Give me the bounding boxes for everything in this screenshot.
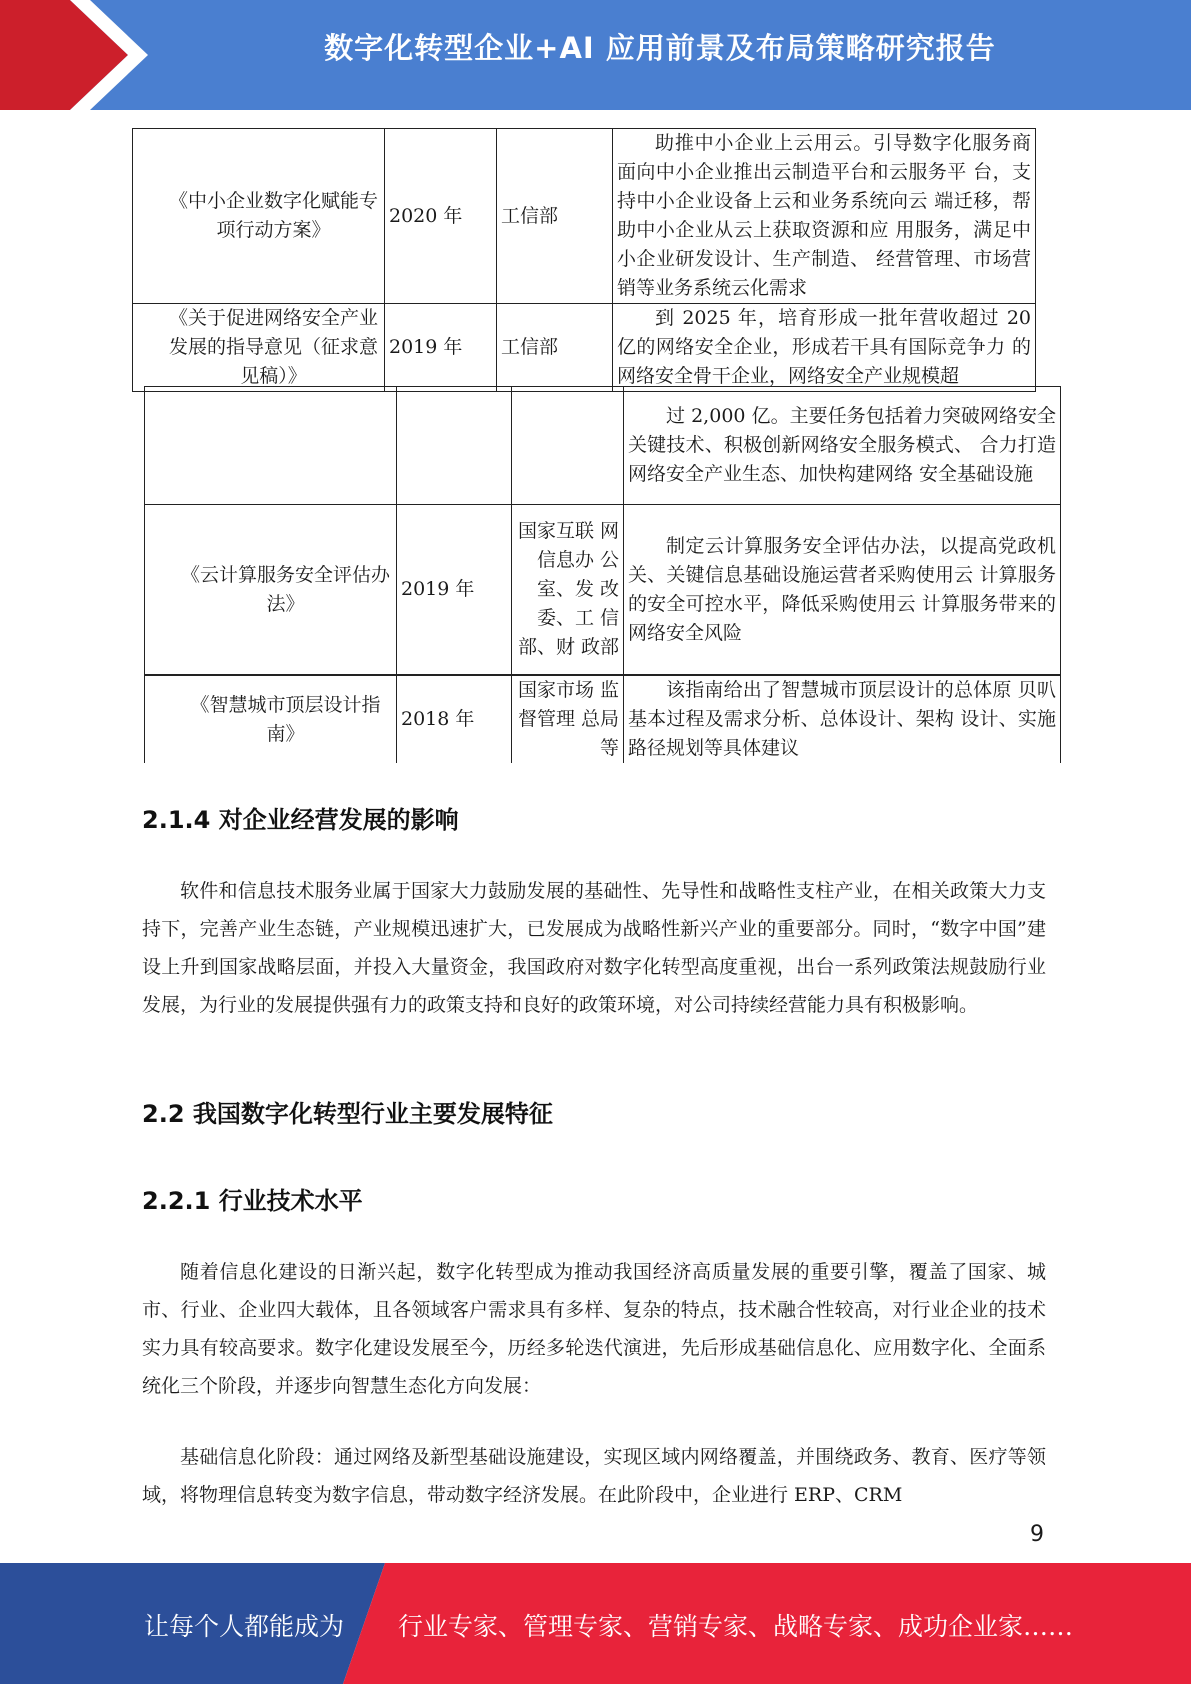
policy-content: 过 2,000 亿。主要任务包括着力突破网络安全关键技术、积极创新网络安全服务模式、 合力打造网络安全产业生态、加快构建网络 安全基础设施	[624, 387, 1061, 505]
policy-content: 助推中小企业上云用云。引导数字化服务商面向中小企业推出云制造平台和云服务平 台，支持中小企业设备上云和业务系统向云 端迁移，帮助中小企业从云上获取资源和应 用服务，满足中小企业研发设计、生产制造、 经营管理、市场营销等业务系统云化需求	[613, 129, 1036, 304]
section-2-2-1-paragraph-2: 基础信息化阶段：通过网络及新型基础设施建设，实现区域内网络覆盖，并围绕政务、教育、医疗等领域，将物理信息转变为数字信息，带动数字经济发展。在此阶段中，企业进行 ERP、CRM	[142, 1446, 1046, 1506]
policy-content: 该指南给出了智慧城市顶层设计的总体原 贝叭基本过程及需求分析、总体设计、架构 设计、实施路径规划等具体建议	[624, 676, 1061, 764]
policy-doc-name: 《智慧城市顶层设计指南》	[145, 676, 397, 764]
policy-table-bottom	[144, 675, 1061, 763]
policy-agency: 国家市场 监督管理 总局等	[512, 676, 624, 764]
page-header	[0, 0, 1191, 110]
section-2-2-1-paragraph-1: 随着信息化建设的日渐兴起，数字化转型成为推动我国经济高质量发展的重要引擎，覆盖了国家、城市、行业、企业四大载体，且各领域客户需求具有多样、复杂的特点，技术融合性较高，对行业企业的技术实力具有较高要求。数字化建设发展至今，历经多轮迭代演进，先后形成基础信息化、应用数字化、全面系统化三个阶段，并逐步向智慧生态化方向发展：	[142, 1261, 1046, 1397]
section-2-1-4-paragraph: 软件和信息技术服务业属于国家大力鼓励发展的基础性、先导性和战略性支柱产业，在相关政策大力支持下，完善产业生态链，产业规模迅速扩大，已发展成为战略性新兴产业的重要部分。同时，“数字中国”建设上升到国家战略层面，并投入大量资金，我国政府对数字化转型高度重视，出台一系列政策法规鼓励行业发展，为行业的发展提供强有力的政策支持和良好的政策环境，对公司持续经营能力具有积极影响。	[142, 880, 1046, 1016]
section-2-1-4-heading: 2.1.4 对企业经营发展的影响	[142, 806, 459, 834]
header-arrow-decoration	[0, 0, 200, 110]
footer-slogan-left: 让每个人都能成为	[144, 1612, 345, 1641]
report-title: 数字化转型企业+AI 应用前景及布局策略研究报告	[324, 31, 996, 65]
policy-year: 2020 年	[385, 129, 497, 304]
policy-doc-name: 《云计算服务安全评估办法》	[145, 505, 397, 675]
policy-year: 2018 年	[397, 676, 512, 764]
policy-content: 制定云计算服务安全评估办法，以提高党政机关、关键信息基础设施运营者采购使用云 计算服务的安全可控水平，降低采购使用云 计算服务带来的网络安全风险	[624, 505, 1061, 675]
policy-year	[397, 387, 512, 505]
table-row	[145, 387, 1061, 505]
page-number: 9	[1030, 1522, 1044, 1547]
table-row	[145, 676, 1061, 764]
policy-doc-name: 《关于促进网络安全产业发展的指导意见（征求意见稿）》	[133, 304, 385, 392]
page-footer	[0, 1563, 1191, 1684]
policy-agency: 工信部	[497, 129, 613, 304]
policy-content: 到 2025 年，培育形成一批年营收超过 20 亿的网络安全企业，形成若干具有国际竞争力 的网络安全骨干企业，网络安全产业规模超	[613, 304, 1036, 392]
policy-agency: 工信部	[497, 304, 613, 392]
section-2-2-1-heading: 2.2.1 行业技术水平	[142, 1187, 363, 1215]
table-row	[133, 129, 1036, 304]
table-row	[145, 505, 1061, 675]
table-row	[133, 304, 1036, 392]
section-2-2-heading: 2.2 我国数字化转型行业主要发展特征	[142, 1100, 553, 1128]
policy-year: 2019 年	[397, 505, 512, 675]
policy-doc-name	[145, 387, 397, 505]
policy-doc-name: 《中小企业数字化赋能专项行动方案》	[133, 129, 385, 304]
footer-slogan-right: 行业专家、管理专家、营销专家、战略专家、成功企业家……	[398, 1612, 1074, 1641]
policy-table-middle	[144, 386, 1061, 675]
policy-agency: 国家互联 网信息办 公室、发 改委、工 信部、财 政部	[512, 505, 624, 675]
policy-year: 2019 年	[385, 304, 497, 392]
policy-agency	[512, 387, 624, 505]
policy-table-top	[132, 128, 1036, 392]
